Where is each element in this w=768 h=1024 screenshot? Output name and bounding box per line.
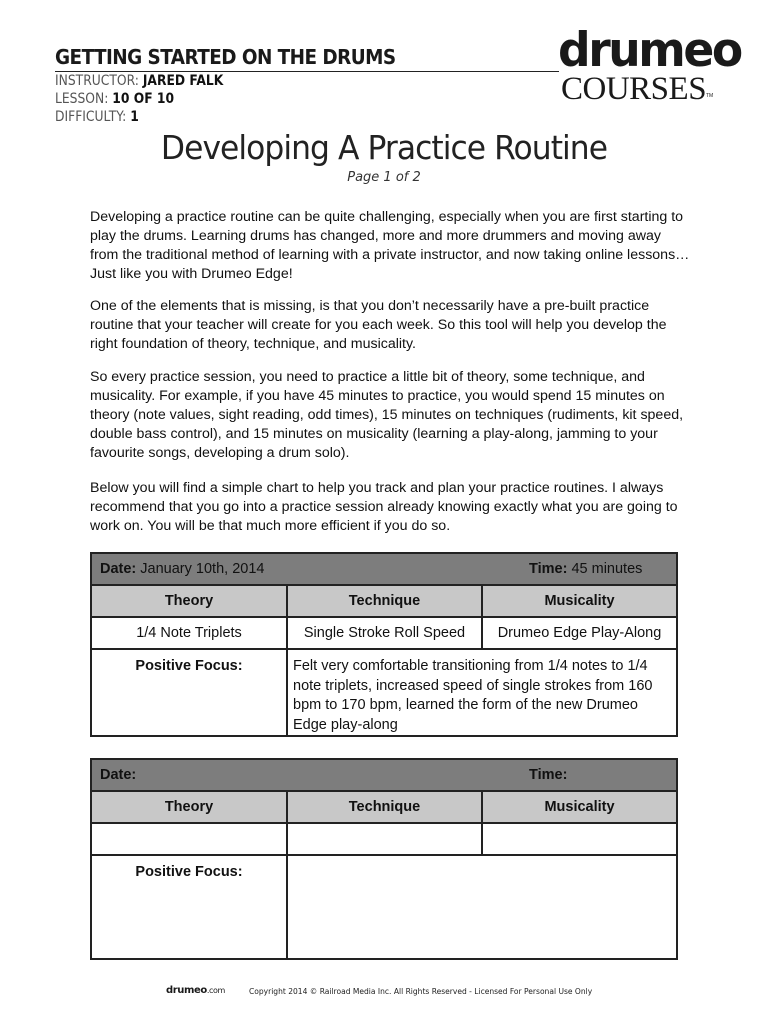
table-header-row: [91, 585, 677, 617]
logo-wordmark: drumeo: [558, 23, 741, 78]
paragraph: One of the elements that is missing, is that you don’t necessarily have a pre-built practice routine that your teacher will create for you each week. So this tool will help you develop the right foundation of theory, technique, and musicality.: [90, 298, 667, 352]
footer-logo: [166, 985, 225, 996]
positive-focus-label: Positive Focus:: [91, 855, 287, 959]
document-title: Developing A Practice Routine: [160, 128, 608, 167]
time-value: 45 minutes: [571, 561, 643, 577]
date-time-cell: [91, 759, 677, 791]
header-theory: Theory: [91, 585, 287, 617]
instructor-label: INSTRUCTOR:: [55, 73, 139, 89]
positive-focus-row: [91, 855, 677, 959]
blank-practice-table: [90, 758, 678, 960]
lesson-label: LESSON:: [55, 91, 109, 107]
date-label: Date:: [100, 767, 137, 783]
header-theory: Theory: [91, 791, 287, 823]
paragraph: Developing a practice routine can be quite challenging, especially when you are first starting to play the drums. Learning drums has changed, more and more drummers and moving away from the traditional method of learning with a private instructor, and now taking online lessons… Just like you with Drumeo Edge!: [90, 209, 690, 282]
footer-logo-word: drumeo: [166, 985, 207, 996]
difficulty-label: DIFFICULTY:: [55, 109, 127, 125]
positive-focus-blank-cell[interactable]: [287, 855, 677, 959]
paragraph: Below you will find a simple chart to help you track and plan your practice routines. I always recommend that you go into a practice session already knowing exactly what you are going to work on. You will be that much more efficient if you do so.: [90, 480, 678, 534]
header-technique: Technique: [287, 585, 482, 617]
musicality-value: Drumeo Edge Play-Along: [482, 617, 677, 649]
positive-focus-label: Positive Focus:: [91, 649, 287, 736]
logo-subtitle: COURSES: [561, 71, 707, 107]
difficulty-line: [55, 108, 139, 126]
table-row: [91, 823, 677, 855]
musicality-blank-cell[interactable]: [482, 823, 677, 855]
positive-focus-text: Felt very comfortable transitioning from 1/4 notes to 1/4 note triplets, increased speed of single strokes from 160 bpm to 170 bpm, learned the form of the new Drumeo Edge play-along: [287, 649, 677, 736]
theory-blank-cell[interactable]: [91, 823, 287, 855]
theory-value: 1/4 Note Triplets: [91, 617, 287, 649]
difficulty-value: 1: [130, 109, 139, 125]
table-header-row: [91, 791, 677, 823]
header-musicality: Musicality: [482, 585, 677, 617]
table-date-row: [91, 553, 677, 585]
footer-logo-suffix: .com: [206, 986, 225, 995]
technique-value: Single Stroke Roll Speed: [287, 617, 482, 649]
page-footer: [0, 985, 768, 999]
technique-blank-cell[interactable]: [287, 823, 482, 855]
header-technique: Technique: [287, 791, 482, 823]
copyright-text: Copyright 2014 © Railroad Media Inc. All Rights Reserved - Licensed For Personal Use Only: [249, 986, 593, 996]
header-musicality: Musicality: [482, 791, 677, 823]
date-time-cell: [91, 553, 677, 585]
logo-trademark: TM: [706, 93, 714, 99]
paragraph: So every practice session, you need to practice a little bit of theory, some technique, and musicality. For example, if you have 45 minutes to practice, you would spend 15 minutes on theory (note values, sight reading, odd times), 15 minutes on techniques (rudiments, kit speed, double bass control), and 15 minutes on musicality (learning a play-along, jamming to your favourite songs, developing a drum solo).: [90, 369, 684, 461]
drumeo-courses-logo: [558, 23, 741, 107]
positive-focus-row: [91, 649, 677, 736]
table-row: [91, 617, 677, 649]
lesson-value: 10 OF 10: [112, 91, 175, 107]
instructor-line: [55, 72, 223, 90]
date-label: Date:: [100, 561, 137, 577]
instructor-name: JARED FALK: [142, 73, 224, 89]
example-practice-table: [90, 552, 678, 737]
course-title: GETTING STARTED ON THE DRUMS: [55, 45, 396, 69]
page-number: Page 1 of 2: [347, 170, 421, 185]
time-label: Time:: [529, 561, 568, 577]
table-date-row: [91, 759, 677, 791]
time-label: Time:: [529, 767, 568, 783]
lesson-line: [55, 90, 174, 108]
date-value: January 10th, 2014: [140, 561, 265, 577]
